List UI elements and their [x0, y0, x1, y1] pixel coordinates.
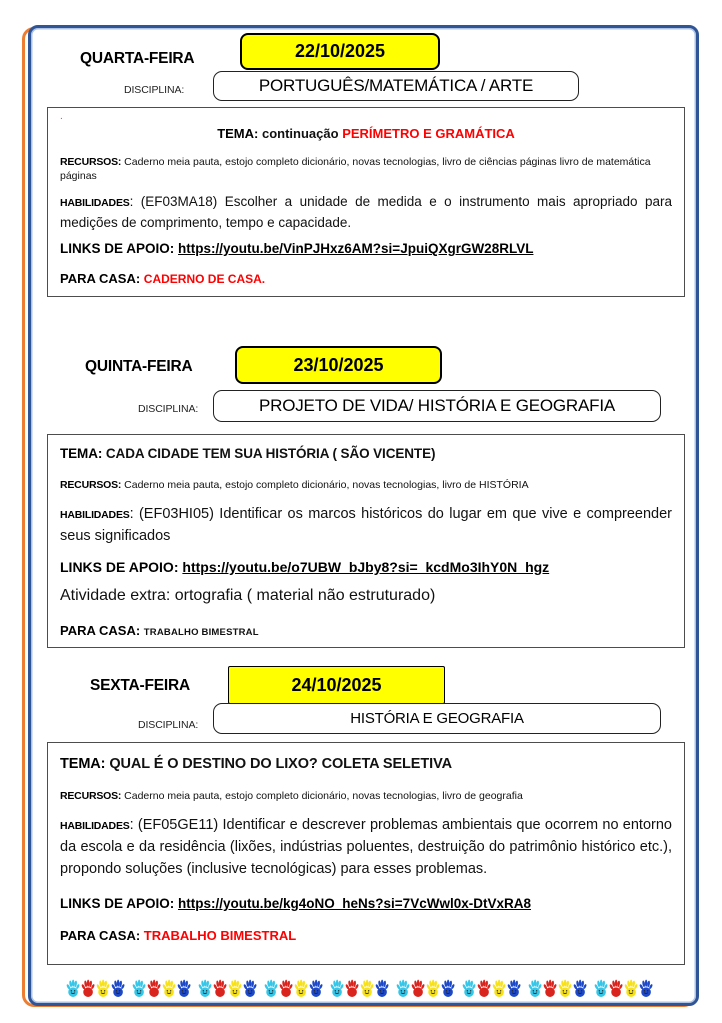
disciplina-text: HISTÓRIA E GEOGRAFIA	[350, 710, 524, 727]
blue-hand-icon	[573, 978, 587, 999]
habilidades-line	[60, 815, 672, 880]
tema-line	[60, 126, 672, 143]
recursos-line	[60, 479, 672, 493]
cyan-hand-icon	[462, 978, 476, 999]
hand-group	[396, 978, 455, 999]
para-casa-label: PARA CASA:	[60, 270, 141, 286]
cyan-hand-icon	[330, 978, 344, 999]
recursos-text: Caderno meia pauta, estojo completo dicionário, novas tecnologias, livro de HISTÓRIA	[124, 478, 529, 491]
recursos-line	[60, 156, 672, 183]
date-text: 22/10/2025	[294, 41, 386, 61]
recursos-label: RECURSOS:	[60, 789, 122, 802]
para-casa-line	[60, 623, 672, 640]
date-badge-quinta	[235, 346, 442, 384]
date-badge-quarta	[240, 33, 440, 70]
day-label-quarta: QUARTA-FEIRA	[80, 50, 195, 67]
para-casa-label: PARA CASA:	[60, 622, 141, 638]
habilidades-text: : (EF03MA18) Escolher a unidade de medida e o instrumento mais apropriado para medições de comprimento, tempo e capacidade.	[60, 194, 672, 231]
tema-label: TEMA:	[60, 446, 103, 461]
hand-group	[462, 978, 521, 999]
cyan-hand-icon	[198, 978, 212, 999]
links-line	[60, 240, 672, 258]
blue-hand-icon	[507, 978, 521, 999]
support-link[interactable]: https://youtu.be/kg4oNO_heNs?si=7VcWwl0x-DtVxRA8	[178, 895, 531, 911]
red-hand-icon	[213, 978, 227, 999]
disciplina-box-quinta	[213, 390, 661, 422]
hand-group	[132, 978, 191, 999]
tema-text: CADA CIDADE TEM SUA HISTÓRIA ( SÃO VICENTE)	[105, 446, 436, 461]
date-text: 24/10/2025	[291, 674, 382, 695]
yellow-hand-icon	[294, 978, 308, 999]
habilidades-label: HABILIDADES	[60, 197, 130, 210]
day-label-sexta: SEXTA-FEIRA	[90, 677, 190, 694]
hand-group	[198, 978, 257, 999]
blue-hand-icon	[111, 978, 125, 999]
hand-group	[66, 978, 125, 999]
para-casa-line	[60, 271, 672, 288]
yellow-hand-icon	[228, 978, 242, 999]
recursos-label: RECURSOS:	[60, 478, 122, 491]
date-text: 23/10/2025	[293, 354, 384, 375]
disciplina-label: DISCIPLINA:	[138, 719, 199, 731]
hand-group	[594, 978, 653, 999]
para-casa-text: TRABALHO BIMESTRAL	[143, 928, 297, 944]
cyan-hand-icon	[264, 978, 278, 999]
links-line	[60, 895, 672, 913]
tema-label: TEMA:	[217, 126, 259, 141]
hand-group	[264, 978, 323, 999]
red-hand-icon	[543, 978, 557, 999]
links-line	[60, 558, 672, 576]
cyan-hand-icon	[66, 978, 80, 999]
red-hand-icon	[279, 978, 293, 999]
disciplina-box-quarta	[213, 71, 579, 101]
recursos-line	[60, 790, 672, 804]
yellow-hand-icon	[624, 978, 638, 999]
yellow-hand-icon	[426, 978, 440, 999]
cyan-hand-icon	[396, 978, 410, 999]
red-hand-icon	[477, 978, 491, 999]
yellow-hand-icon	[96, 978, 110, 999]
para-casa-line	[60, 928, 672, 945]
recursos-text: Caderno meia pauta, estojo completo dicionário, novas tecnologias, livro de geografia	[124, 789, 523, 802]
blue-hand-icon	[441, 978, 455, 999]
cyan-hand-icon	[528, 978, 542, 999]
tema-text: continuação	[261, 126, 339, 141]
yellow-hand-icon	[558, 978, 572, 999]
disciplina-label: DISCIPLINA:	[124, 84, 185, 96]
para-casa-text: TRABALHO BIMESTRAL	[143, 626, 259, 638]
yellow-hand-icon	[162, 978, 176, 999]
habilidades-line	[60, 504, 672, 548]
links-label: LINKS DE APOIO:	[60, 241, 175, 257]
habilidades-line	[60, 192, 672, 234]
day-label-quinta: QUINTA-FEIRA	[85, 358, 193, 375]
links-label: LINKS DE APOIO:	[60, 895, 175, 911]
tema-highlight: PERÍMETRO E GRAMÁTICA	[342, 126, 515, 141]
habilidades-label: HABILIDADES	[60, 509, 130, 522]
hands-border	[66, 975, 666, 999]
habilidades-text: : (EF05GE11) Identificar e descrever problemas ambientais que ocorrem no entorno da escola e da residência (lixões, indústrias poluentes, destruição do patrimônio histórico etc.), propondo soluções (inclusive tecnológicas) para esses problemas.	[60, 817, 672, 877]
support-link[interactable]: https://youtu.be/VinPJHxz6AM?si=JpuiQXgrGW28RLVL	[178, 241, 534, 257]
tema-text: QUAL É O DESTINO DO LIXO? COLETA SELETIVA	[109, 756, 452, 772]
lesson-box-quarta	[47, 107, 685, 297]
blue-hand-icon	[375, 978, 389, 999]
red-hand-icon	[609, 978, 623, 999]
recursos-label: RECURSOS:	[60, 155, 122, 168]
atividade-extra-line: Atividade extra: ortografia ( material não estruturado)	[60, 586, 436, 604]
yellow-hand-icon	[360, 978, 374, 999]
recursos-text: Caderno meia pauta, estojo completo dicionário, novas tecnologias, livro de ciências páginas livro de matemática páginas	[60, 155, 651, 182]
tema-line	[60, 445, 672, 463]
yellow-hand-icon	[492, 978, 506, 999]
red-hand-icon	[81, 978, 95, 999]
tema-line	[60, 755, 672, 774]
disciplina-label: DISCIPLINA:	[138, 403, 199, 415]
lesson-box-sexta	[47, 742, 685, 965]
hand-group	[330, 978, 389, 999]
cyan-hand-icon	[132, 978, 146, 999]
blue-hand-icon	[309, 978, 323, 999]
tema-label: TEMA:	[60, 756, 106, 772]
habilidades-label: HABILIDADES	[60, 820, 130, 833]
blue-hand-icon	[177, 978, 191, 999]
red-hand-icon	[411, 978, 425, 999]
date-badge-sexta	[228, 666, 445, 704]
red-hand-icon	[345, 978, 359, 999]
disciplina-box-sexta	[213, 703, 661, 734]
blue-hand-icon	[243, 978, 257, 999]
lesson-box-quinta	[47, 434, 685, 648]
stray-dot: .	[60, 111, 63, 122]
habilidades-text: : (EF03HI05) Identificar os marcos históricos do lugar em que vive e compreender seus significados	[60, 506, 672, 544]
support-link[interactable]: https://youtu.be/o7UBW_bJby8?si=_kcdMo3IhY0N_hgz	[182, 558, 550, 575]
para-casa-label: PARA CASA:	[60, 928, 141, 944]
disciplina-text: PROJETO DE VIDA/ HISTÓRIA E GEOGRAFIA	[259, 396, 615, 415]
disciplina-text: PORTUGUÊS/MATEMÁTICA / ARTE	[258, 76, 534, 95]
hand-group	[528, 978, 587, 999]
para-casa-text: CADERNO DE CASA.	[143, 271, 266, 286]
links-label: LINKS DE APOIO:	[60, 558, 179, 575]
blue-hand-icon	[639, 978, 653, 999]
red-hand-icon	[147, 978, 161, 999]
cyan-hand-icon	[594, 978, 608, 999]
